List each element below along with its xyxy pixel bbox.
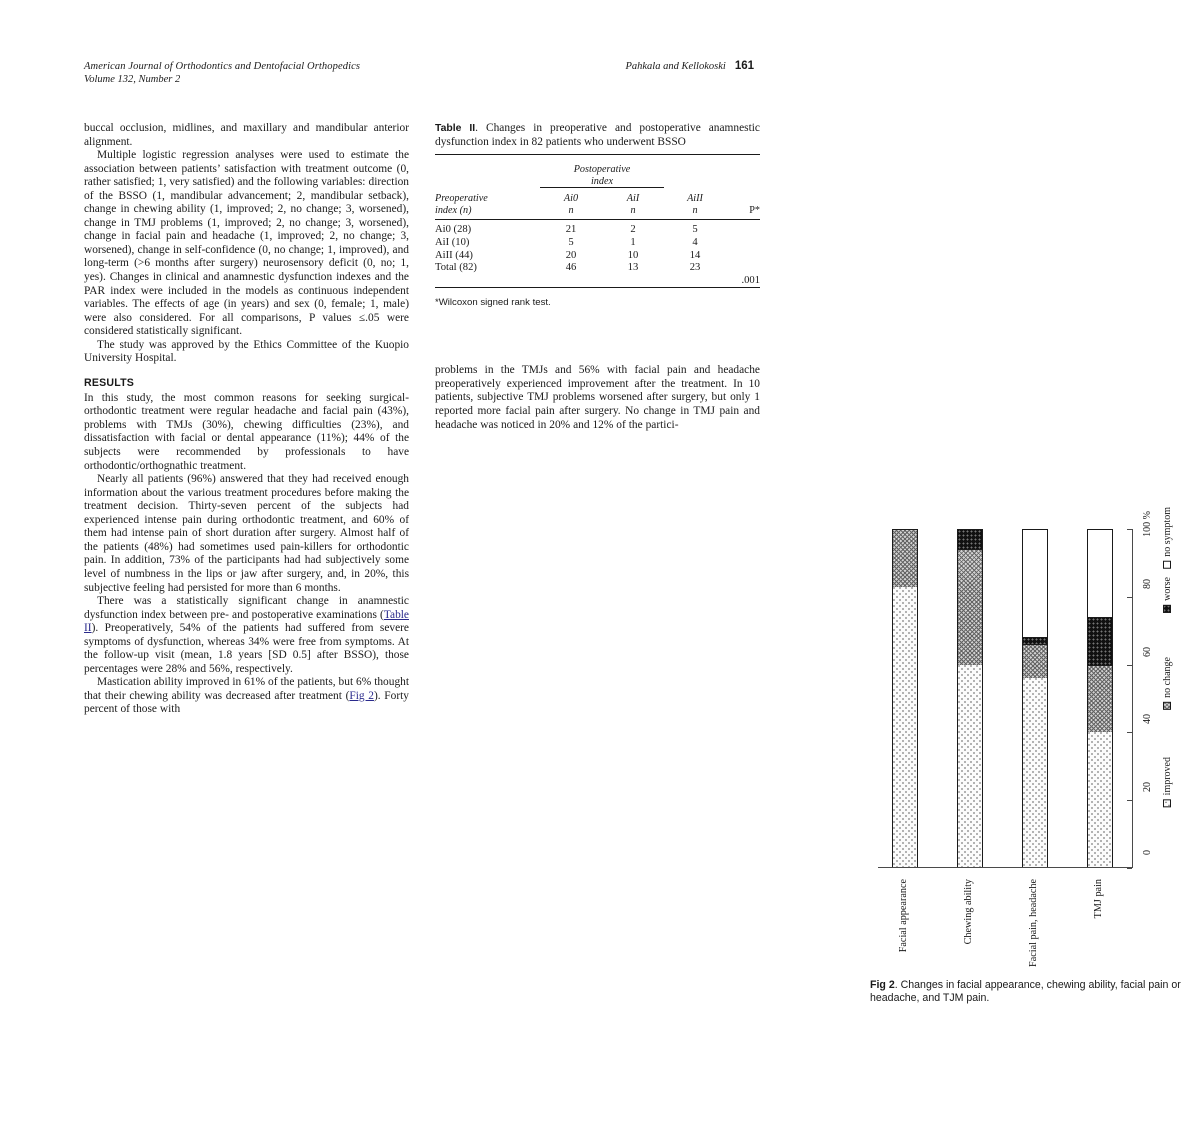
table-caption-text: . Changes in preoperative and postoperative anamnestic dysfunction index in 82 patients who underwent BSSO [435,122,760,148]
category-label-chewing-ability: Chewing ability [963,879,974,945]
table-footnote: *Wilcoxon signed rank test. [435,297,551,309]
column-header-sub: n [630,204,636,216]
axis-tick-label: 100 % [1142,511,1153,537]
row-label: AiII (44) [435,249,473,261]
legend-swatch-worse [1164,605,1172,613]
bar-segment-worse [957,529,983,549]
table-2 [435,122,760,308]
anamnestic-dysfunction-table [435,154,760,292]
axis-tick [1127,665,1132,666]
cell-aii: 13 [627,262,639,274]
table-caption [435,122,760,149]
group-header-line1: Postoperative [573,164,631,176]
legend-label: no symptom [1162,507,1173,557]
paragraph-text: There was a statistically significant change in anamnestic dysfunction index between pre- and postoperative examinations ( [84,595,409,621]
column-header-p: P* [749,204,760,216]
group-header-postoperative-index [540,159,664,188]
paragraph: problems in the TMJs and 56% with facial pain and headache preoperatively experienced improvement after the treatment. In 10 patients, subjective TMJ problems worsened after surgery, but only 1 reported more facial pain after surgery. No change in TMJ pain and headache was noticed in 20% and 12% of the partici- [435,364,760,431]
paragraph-text: ). Preoperatively, 54% of the patients had suffered from severe symptoms of dysfunction, whereas 34% were free from symptoms. At the follow-up visit (mean, 1.8 years [SD 0.5] after BSSO), those percentages were 28% and 56%, respectively. [84,622,409,675]
volume-issue: Volume 132, Number 2 [84,74,181,85]
legend-item-no-change[interactable] [1162,657,1173,710]
column-header-aiii [664,189,726,220]
table-row [435,237,760,250]
axis-tick-label: 80 [1142,578,1153,589]
paragraph: buccal occlusion, midlines, and maxillary and mandibular anterior alignment. [84,122,409,148]
value-axis-line [1132,529,1133,868]
row-header-label [435,189,540,220]
paragraph: Multiple logistic regression analyses were used to estimate the association between patients’ satisfaction with treatment outcome (0, rather satisfied; 1, very satisfied) and the following variables: direction of the BSSO (1, mandibular advancement; 2, mandibular setback), change in chewing ability (1, improved; 2, no change; 3, worsened), change in TMJ problems (1, improved; 2, no change; 3, worsened), change in facial pain and headache (1, improved; 2, no change; 3, worsened), change in self-confidence (0, no change; 1, improved), and long-term (>6 months after surgery) neurosensory deficit (0, no; 1, yes). Changes in clinical and anamnestic dysfunction indexes and the PAR index were included in the models as continuous independent variables. The effects of age (in years) and sex (0, female; 1, male) were also considered. For all comparisons, P values ≤.05 were considered statistically significant. [84,149,409,338]
figure-label: Fig 2 [870,979,895,991]
table-column-header-row [435,189,760,220]
bar-segment-improved [957,665,983,868]
cell-aiii: 5 [692,224,698,236]
section-heading-results: RESULTS [84,376,135,389]
column-header-title: AiII [687,192,703,204]
column-header-ai0 [540,189,602,220]
row-label: Total (82) [435,262,477,274]
cell-p [726,224,760,237]
cell-p [726,237,760,250]
paragraph: Nearly all patients (96%) answered that they had received enough information about the various treatment procedures before making the treatment decision. Thirty-seven percent of the subjects had experienced intense pain during orthodontic treatment, and 60% of them had intense pain of short duration after surgery. Almost half of the patients (48%) had sometimes used pain-killers for orthodontic pain. In addition, 73% of the participants had had subjectively some level of numbness in the lips or jaw after surgery, and, in 20%, this subjective feeling had persisted for more than 6 months. [84,473,409,594]
bar-segment-no-change [1022,644,1048,678]
bar-segment-no-symptom [1087,529,1113,617]
running-head-authors [625,60,754,72]
bar-segment-no-change [957,549,983,664]
axis-tick [1127,868,1132,869]
table-row [435,250,760,263]
column-header-sub: n [692,204,698,216]
cell-aiii: 4 [692,236,698,248]
cell-aii: 1 [630,236,636,248]
bar-segment-no-change [1087,665,1113,733]
cell-ai0: 21 [565,224,577,236]
row-header-line2: index (n) [435,204,472,216]
axis-tick [1127,800,1132,801]
bar-segment-worse [1022,637,1048,644]
right-text-column [435,122,1181,1004]
column-header-title: AiI [626,192,640,204]
table-number: II [469,123,476,134]
legend-label: improved [1162,757,1173,796]
axis-tick [1127,732,1132,733]
stacked-bar-chart [870,507,1200,967]
column-header-title: Ai0 [563,192,579,204]
paragraph: The study was approved by the Ethics Committee of the Kuopio University Hospital. [84,338,409,365]
figure-caption [870,979,1195,1005]
axis-tick-label: 0 [1142,850,1153,855]
table-pvalue-row [435,275,760,288]
legend-swatch-no-symptom [1164,561,1172,569]
bar-segment-improved [892,587,918,868]
table-label: Table [435,123,462,134]
paragraph: In this study, the most common reasons for seeking surgical-orthodontic treatment were regular headache and facial pain (43%), problems with TMJs (30%), chewing difficulties (23%), and dissatisfaction with facial or dental appearance (11%); 44% of the subjects were recommended by professionals to have orthodontic/orthognathic treatment. [84,391,409,472]
legend-item-worse[interactable] [1162,577,1173,613]
figure-caption-text: . Changes in facial appearance, chewing ability, facial pain or headache, and TJM pain. [870,979,1181,1004]
legend-label: worse [1162,577,1173,601]
legend-item-no-symptom[interactable] [1162,507,1173,569]
legend-label: no change [1162,657,1173,698]
running-head [84,60,754,85]
cell-ai0: 46 [565,262,577,274]
cell-aiii: 14 [689,249,701,261]
paragraph-text: ). Forty percent of those with [84,689,409,716]
column-header-sub: n [568,204,574,216]
bar-segment-improved [1022,678,1048,868]
category-label-facial-pain-headache: Facial pain, headache [1028,879,1039,967]
cell-aii: 10 [627,249,639,261]
category-axis-line [878,867,1133,868]
axis-tick-label: 20 [1142,782,1153,793]
axis-tick-label: 40 [1142,714,1153,725]
p-value: .001 [741,274,760,286]
category-label-tmj-pain: TMJ pain [1093,879,1104,919]
paragraph-text: Mastication ability improved in 61% of the patients, but 6% thought that their chewing ability was decreased after treatment ( [84,676,409,702]
cell-aiii: 23 [689,262,701,274]
table-group-header-row [435,159,760,188]
table-bottom-rule [435,288,760,293]
cell-ai0: 20 [565,249,577,261]
left-text-column [84,122,409,717]
paragraph-with-figure-ref [84,676,409,717]
table-row [435,224,760,237]
bar-segment-improved [1087,732,1113,868]
bar-segment-no-symptom [1022,529,1048,637]
row-label: Ai0 (28) [435,224,472,236]
axis-tick [1127,597,1132,598]
journal-title: American Journal of Orthodontics and Dentofacial Orthopedics [84,61,361,72]
row-label: AiI (10) [435,236,470,248]
legend-item-improved[interactable] [1162,757,1173,807]
column-header-aii [602,189,664,220]
axis-tick-label: 60 [1142,646,1153,657]
axis-tick [1127,529,1132,530]
cell-p [726,250,760,263]
figure-2 [870,507,1200,1002]
table-row-total [435,262,760,275]
bar-segment-worse [1087,617,1113,664]
table-cross-reference-link[interactable]: Table II [84,608,409,635]
row-header-line1: Preoperative [435,192,488,204]
authors-text: Pahkala and Kellokoski [625,61,726,72]
legend-swatch-no-change [1164,702,1172,710]
page-number: 161 [734,60,754,72]
cell-aii: 2 [630,224,636,236]
cell-p [726,262,760,275]
bar-segment-no-change [892,529,918,587]
figure-cross-reference-link[interactable]: Fig 2 [349,689,374,702]
category-label-facial-appearance: Facial appearance [898,879,909,953]
group-header-line2: index [590,175,614,187]
legend-swatch-improved [1164,799,1172,807]
cell-ai0: 5 [568,236,574,248]
paragraph-with-table-ref [84,595,409,676]
